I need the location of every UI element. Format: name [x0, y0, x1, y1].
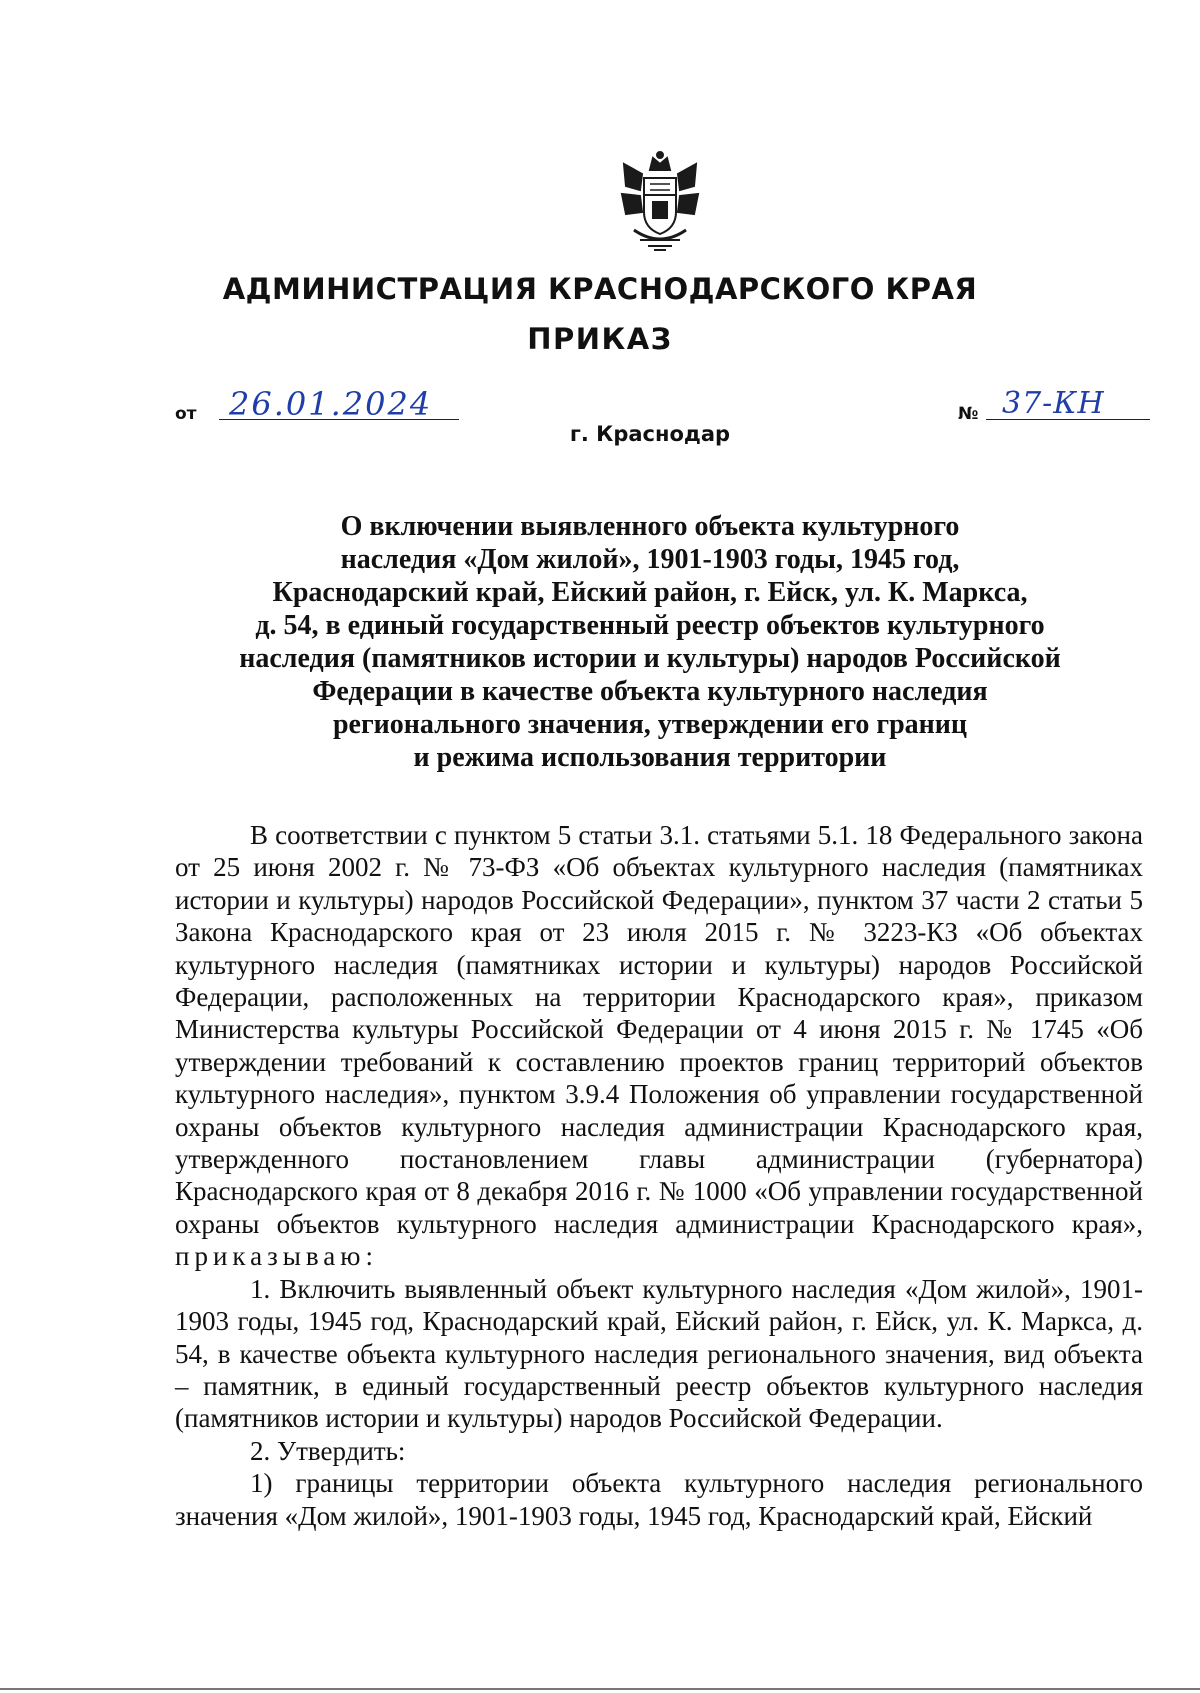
date-field	[175, 385, 465, 426]
title-line: наследия (памятников истории и культуры) народов Российской	[239, 643, 1061, 674]
title-line: регионального значения, утверждении его границ	[332, 709, 968, 740]
document-title	[150, 510, 1150, 774]
document-body	[175, 819, 1143, 1532]
item-2-paragraph: 2. Утвердить:	[250, 1435, 406, 1466]
item-2-1-paragraph: 1) границы территории объекта культурного наследия регионального значения «Дом жилой», 1901-1903 годы, 1945 год, Краснодарский край, Ейский	[175, 1468, 1143, 1531]
date-label: от	[175, 404, 197, 424]
organization-name: АДМИНИСТРАЦИЯ КРАСНОДАРСКОГО КРАЯ	[222, 272, 978, 306]
number-field	[958, 386, 1138, 426]
document-type: ПРИКАЗ	[527, 322, 673, 356]
title-line: д. 54, в единый государственный реестр объектов культурного	[255, 610, 1045, 641]
krasnodar-krai-coat-of-arms-icon	[620, 150, 700, 255]
city-name: г. Краснодар	[569, 422, 731, 446]
item-1-paragraph: 1. Включить выявленный объект культурного наследия «Дом жилой», 1901-1903 годы, 1945 год, Краснодарский край, Ейский район, г. Ейск, ул. К. Маркса, д. 54, в качестве объекта культурного наследия регионального значения, вид объекта – памятник, в единый государственный реестр объектов культурного наследия (памятников истории и культуры) народов Российской Федерации.	[175, 1273, 1143, 1434]
number-label: №	[958, 404, 979, 424]
title-line: и режима использования территории	[413, 742, 887, 773]
title-line: Краснодарский край, Ейский район, г. Ейск, ул. К. Маркса,	[272, 577, 1028, 608]
page-edge-line	[0, 1688, 1200, 1690]
title-line: Федерации в качестве объекта культурного наследия	[312, 676, 988, 707]
order-word: приказываю:	[175, 1241, 378, 1272]
preamble-text: В соответствии с пунктом 5 статьи 3.1. статьями 5.1. 18 Федерального закона от 25 июня 2002 г. № 73-ФЗ «Об объектах культурного наследия (памятниках истории и культуры) народов Российской Федерации», пунктом 37 части 2 статьи 5 Закона Краснодарского края от 23 июля 2015 г. № 3223-КЗ «Об объектах культурного наследия (памятниках истории и культуры) народов Российской Федерации, расположенных на территории Краснодарского края», приказом Министерства культуры Российской Федерации от 4 июня 2015 г. № 1745 «Об утверждении требований к составлению проектов границ территорий объектов культурного наследия», пунктом 3.9.4 Положения об управлении государственной охраны объектов культурного наследия администрации Краснодарского края, утвержденного постановлением главы администрации (губернатора) Краснодарского края от 8 декабря 2016 г. № 1000 «Об управлении государственной охраны объектов культурного наследия администрации Краснодарского края»,	[175, 820, 1143, 1239]
handwritten-number: 37-КН	[986, 389, 1150, 420]
preamble-paragraph	[175, 819, 1143, 1273]
title-line: наследия «Дом жилой», 1901-1903 годы, 1945 год,	[340, 544, 960, 575]
handwritten-date: 26.01.2024	[219, 389, 459, 420]
title-line: О включении выявленного объекта культурного	[340, 511, 960, 542]
